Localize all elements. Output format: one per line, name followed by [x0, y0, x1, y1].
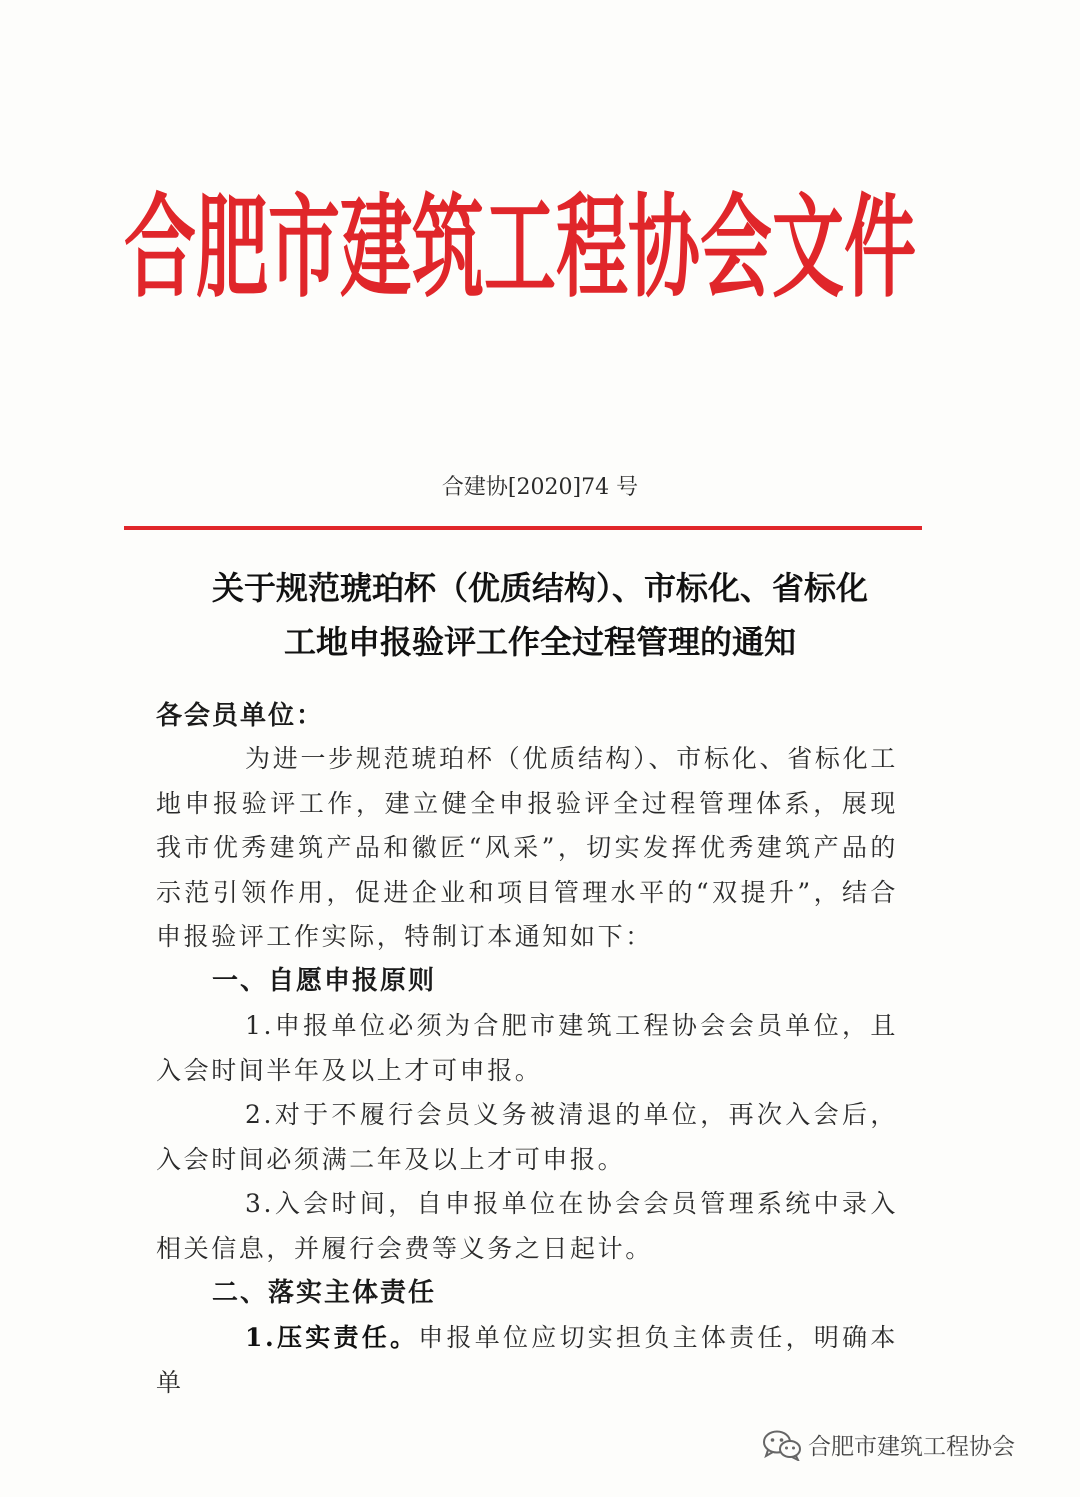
- section2-item-1: [156, 1316, 898, 1405]
- red-divider: [124, 526, 922, 530]
- salutation: 各会员单位：: [156, 701, 325, 731]
- wechat-icon: [762, 1429, 802, 1461]
- wechat-account-watermark: [762, 1428, 1015, 1461]
- section2-item-1-text: 申报单位应切实担负主体责任，明确本单: [156, 1323, 898, 1397]
- document-header-title: 合肥市建筑工程协会文件: [123, 181, 916, 313]
- section1-item-1: 1.申报单位必须为合肥市建筑工程协会会员单位，且入会时间半年及以上才可申报。: [156, 1011, 898, 1085]
- section1-item-2: 2.对于不履行会员义务被清退的单位，再次入会后，入会时间必须满二年及以上才可申报。: [156, 1100, 898, 1174]
- section-heading-1: 一、自愿申报原则: [212, 966, 437, 996]
- notice-title-line-1: 关于规范琥珀杯（优质结构）、市标化、省标化: [211, 569, 868, 607]
- wechat-account-name: 合肥市建筑工程协会: [808, 1434, 1015, 1460]
- section1-item-3: 3.入会时间，自申报单位在协会会员管理系统中录入相关信息，并履行会费等义务之日起计。: [156, 1189, 898, 1263]
- intro-paragraph: 为进一步规范琥珀杯（优质结构）、市标化、省标化工地申报验评工作，建立健全申报验评全过程管理体系，展现我市优秀建筑产品和徽匠“风采”，切实发挥优秀建筑产品的示范引领作用，促进企业和项目管理水平的“双提升”，结合申报验评工作实际，特制订本通知如下：: [156, 744, 898, 951]
- section2-item-1-lead: 1.压实责任。: [245, 1323, 419, 1352]
- notice-title-line-2: 工地申报验评工作全过程管理的通知: [283, 623, 796, 661]
- section-heading-2: 二、落实主体责任: [212, 1278, 437, 1308]
- document-number: 合建协[2020]74 号: [441, 475, 639, 500]
